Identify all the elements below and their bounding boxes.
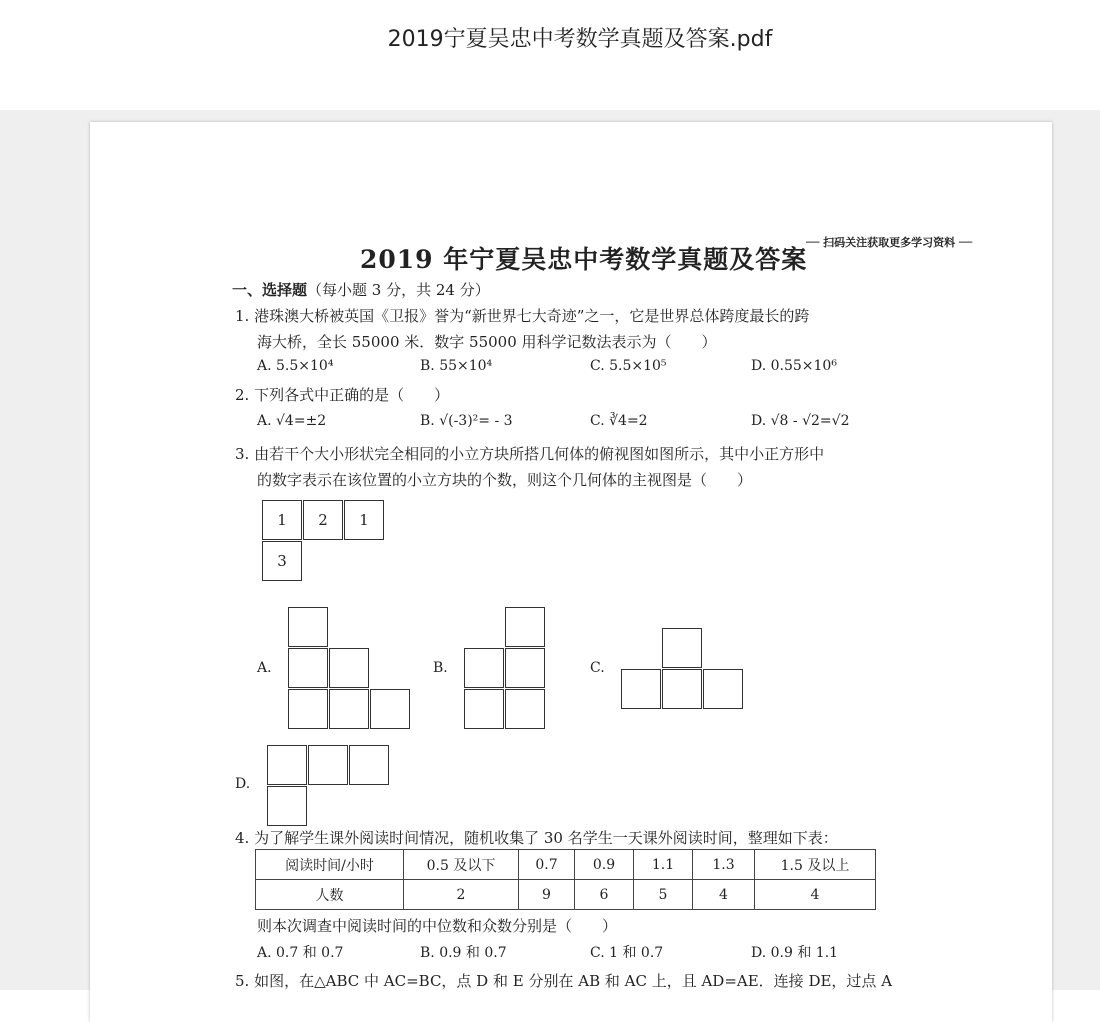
top-view-cell: 3 bbox=[262, 541, 302, 581]
cube-cell bbox=[703, 669, 743, 709]
section-heading bbox=[232, 279, 490, 300]
table-cell: 1.1 bbox=[634, 850, 693, 880]
pdf-viewer[interactable] bbox=[0, 110, 1100, 990]
q1-text-line1: 1. 港珠澳大桥被英国《卫报》誉为“新世界七大奇迹”之一，它是世界总体跨度最长的跨 bbox=[235, 307, 810, 325]
cube-cell bbox=[308, 745, 348, 785]
q3-text-line1: 3. 由若干个大小形状完全相同的小立方块所搭几何体的俯视图如图所示，其中小正方形中 bbox=[235, 445, 825, 463]
q2-option-b: B. √(-3)²= - 3 bbox=[420, 413, 513, 429]
q2-text: 2. 下列各式中正确的是（ ） bbox=[235, 386, 450, 404]
table-row bbox=[256, 850, 876, 880]
table-cell: 5 bbox=[634, 880, 693, 910]
table-cell: 0.7 bbox=[519, 850, 575, 880]
q2-option-d: D. √8 - √2=√2 bbox=[751, 413, 850, 429]
q3-text-line2: 的数字表示在该位置的小立方块的个数，则这个几何体的主视图是（ ） bbox=[257, 471, 753, 489]
q3-option-c-label: C. bbox=[590, 660, 605, 676]
q3-option-b-label: B. bbox=[433, 660, 448, 676]
table-cell: 0.9 bbox=[575, 850, 634, 880]
cube-cell bbox=[288, 689, 328, 729]
q1-text-line2: 海大桥，全长 55000 米．数字 55000 用科学记数法表示为（ ） bbox=[257, 333, 717, 351]
cube-cell bbox=[505, 648, 545, 688]
table-cell: 人数 bbox=[256, 880, 404, 910]
q2-option-c: C. ∛4=2 bbox=[590, 413, 648, 429]
q1-option-a: A. 5.5×10⁴ bbox=[257, 358, 334, 374]
q4-text: 4. 为了解学生课外阅读时间情况，随机收集了 30 名学生一天课外阅读时间，整理如下表： bbox=[235, 829, 838, 847]
cube-cell bbox=[505, 607, 545, 647]
top-view-cell: 1 bbox=[344, 500, 384, 540]
paper-title: 2019 年宁夏吴忠中考数学真题及答案 bbox=[360, 245, 808, 274]
file-title: 2019宁夏吴忠中考数学真题及答案.pdf bbox=[387, 27, 773, 52]
top-view-cell: 2 bbox=[303, 500, 343, 540]
table-cell: 6 bbox=[575, 880, 634, 910]
cube-cell bbox=[505, 689, 545, 729]
q4-option-a: A. 0.7 和 0.7 bbox=[257, 945, 344, 961]
cube-cell bbox=[329, 648, 369, 688]
q3-option-d-label: D. bbox=[235, 776, 251, 792]
table-cell: 9 bbox=[519, 880, 575, 910]
table-cell: 2 bbox=[404, 880, 519, 910]
q1-option-b: B. 55×10⁴ bbox=[420, 358, 493, 374]
cube-cell bbox=[662, 669, 702, 709]
q4-option-d: D. 0.9 和 1.1 bbox=[751, 945, 839, 961]
cube-cell bbox=[267, 786, 307, 826]
q3-option-a-label: A. bbox=[257, 660, 272, 676]
section-heading-note: （每小题 3 分，共 24 分） bbox=[307, 281, 490, 299]
q1-option-c: C. 5.5×10⁵ bbox=[590, 358, 667, 374]
cube-cell bbox=[370, 689, 410, 729]
cube-cell bbox=[349, 745, 389, 785]
q4-option-b: B. 0.9 和 0.7 bbox=[420, 945, 507, 961]
table-cell: 1.5 及以上 bbox=[755, 850, 876, 880]
table-cell: 4 bbox=[693, 880, 755, 910]
q1-option-d: D. 0.55×10⁶ bbox=[751, 358, 837, 374]
cube-cell bbox=[267, 745, 307, 785]
table-cell: 0.5 及以下 bbox=[404, 850, 519, 880]
document-header bbox=[0, 0, 1100, 110]
top-view-cell: 1 bbox=[262, 500, 302, 540]
q5-text: 5. 如图，在△ABC 中 AC=BC，点 D 和 E 分别在 AB 和 AC 上，且 AD=AE．连接 DE，过点 A bbox=[235, 972, 893, 990]
table-cell: 阅读时间/小时 bbox=[256, 850, 404, 880]
reading-time-table bbox=[255, 849, 876, 910]
cube-cell bbox=[464, 689, 504, 729]
cube-cell bbox=[329, 689, 369, 729]
q4-option-c: C. 1 和 0.7 bbox=[590, 945, 664, 961]
cube-cell bbox=[662, 628, 702, 668]
table-cell: 1.3 bbox=[693, 850, 755, 880]
cube-cell bbox=[288, 607, 328, 647]
cube-cell bbox=[288, 648, 328, 688]
table-row bbox=[256, 880, 876, 910]
cube-cell bbox=[621, 669, 661, 709]
pdf-page bbox=[90, 122, 1052, 1022]
cube-cell bbox=[464, 648, 504, 688]
section-heading-bold: 一、选择题 bbox=[232, 281, 308, 299]
promo-tagline: ── 扫码关注获取更多学习资料 ── bbox=[806, 236, 973, 249]
q2-option-a: A. √4=±2 bbox=[257, 413, 327, 429]
q4-followup: 则本次调查中阅读时间的中位数和众数分别是（ ） bbox=[257, 917, 618, 935]
table-cell: 4 bbox=[755, 880, 876, 910]
